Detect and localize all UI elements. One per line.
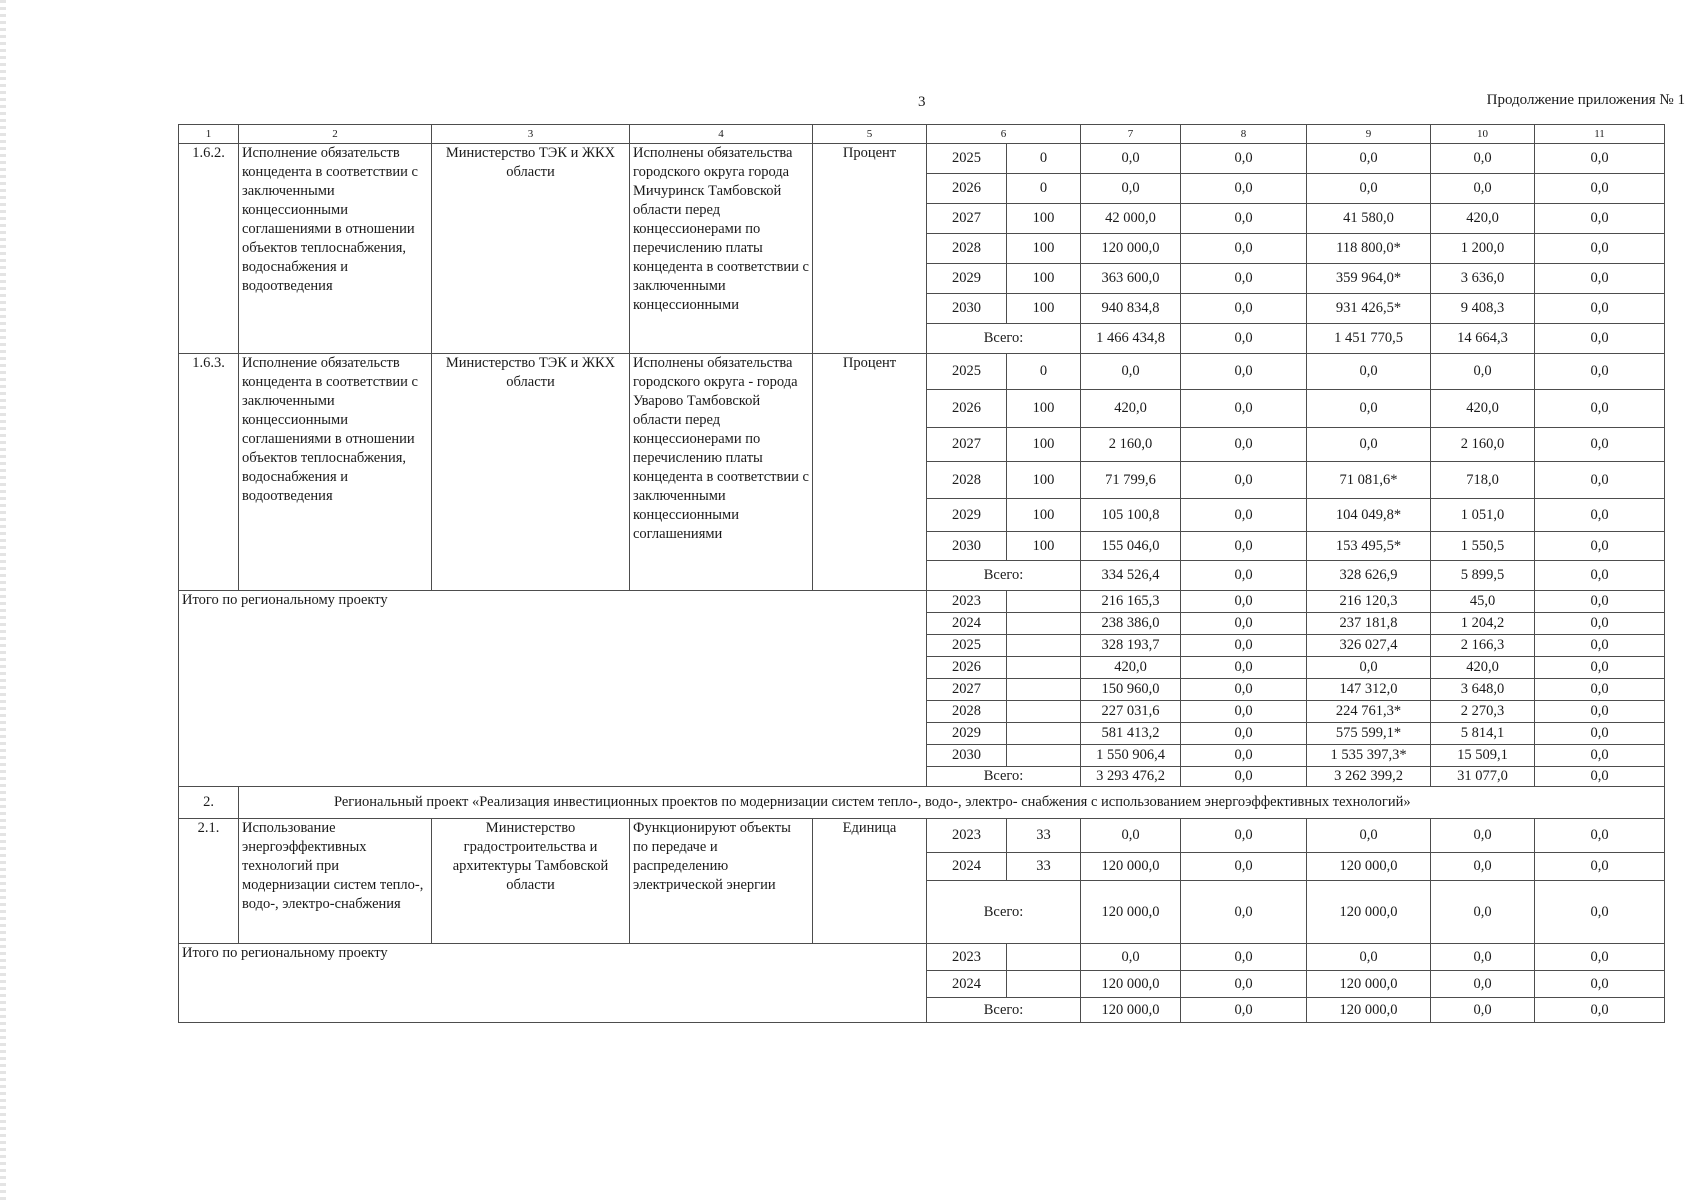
value-other: 0,0 (1535, 635, 1665, 657)
value-reg: 104 049,8* (1307, 499, 1431, 532)
year-cell: 2029 (927, 723, 1007, 745)
value-fed: 0,0 (1181, 745, 1307, 767)
value-other: 0,0 (1535, 701, 1665, 723)
value-reg: 120 000,0 (1307, 853, 1431, 881)
value-loc: 0,0 (1431, 881, 1535, 944)
value-other: 0,0 (1535, 657, 1665, 679)
year-cell: 2027 (927, 428, 1007, 462)
value-loc: 3 636,0 (1431, 264, 1535, 294)
item-result: Функционируют объекты по передаче и распределению электрической энергии (630, 819, 813, 944)
value-loc: 0,0 (1431, 944, 1535, 971)
value-fed: 0,0 (1181, 853, 1307, 881)
value-loc: 2 166,3 (1431, 635, 1535, 657)
value-other: 0,0 (1535, 354, 1665, 390)
item-unit: Процент (813, 354, 927, 591)
value-reg: 328 626,9 (1307, 561, 1431, 591)
year-cell: 2025 (927, 144, 1007, 174)
year-cell: 2023 (927, 591, 1007, 613)
empty-indicator (1007, 701, 1081, 723)
value-total: 420,0 (1081, 390, 1181, 428)
indicator-value: 100 (1007, 390, 1081, 428)
value-total: 363 600,0 (1081, 264, 1181, 294)
year-cell: 2030 (927, 745, 1007, 767)
value-fed: 0,0 (1181, 204, 1307, 234)
value-loc: 0,0 (1431, 354, 1535, 390)
value-fed: 0,0 (1181, 234, 1307, 264)
value-loc: 420,0 (1431, 390, 1535, 428)
value-reg: 0,0 (1307, 390, 1431, 428)
section-number: 2. (179, 787, 239, 819)
value-other: 0,0 (1535, 234, 1665, 264)
indicator-value: 100 (1007, 234, 1081, 264)
value-total: 420,0 (1081, 657, 1181, 679)
value-other: 0,0 (1535, 819, 1665, 853)
value-other: 0,0 (1535, 853, 1665, 881)
table-row (179, 819, 1665, 853)
value-other: 0,0 (1535, 264, 1665, 294)
value-reg: 120 000,0 (1307, 881, 1431, 944)
value-reg: 0,0 (1307, 428, 1431, 462)
value-total: 0,0 (1081, 174, 1181, 204)
value-loc: 1 051,0 (1431, 499, 1535, 532)
sum-label: Всего: (927, 881, 1081, 944)
itogo-label: Итого по региональному проекту (179, 944, 927, 1023)
value-loc: 0,0 (1431, 998, 1535, 1023)
item-number: 2.1. (179, 819, 239, 944)
sum-label: Всего: (927, 324, 1081, 354)
year-cell: 2026 (927, 657, 1007, 679)
item-name: Исполнение обязательств концедента в соответствии с заключенными концессионными соглашениями в отношении объектов теплоснабжения, водоснабжения и водоотведения (239, 354, 432, 591)
value-fed: 0,0 (1181, 174, 1307, 204)
item-executor: Министерство ТЭК и ЖКХ области (432, 144, 630, 354)
value-loc: 0,0 (1431, 971, 1535, 998)
value-fed: 0,0 (1181, 679, 1307, 701)
col-number: 1 (179, 125, 239, 144)
value-loc: 0,0 (1431, 853, 1535, 881)
value-fed: 0,0 (1181, 723, 1307, 745)
value-total: 150 960,0 (1081, 679, 1181, 701)
indicator-value: 100 (1007, 264, 1081, 294)
value-total: 328 193,7 (1081, 635, 1181, 657)
value-loc: 45,0 (1431, 591, 1535, 613)
value-total: 0,0 (1081, 819, 1181, 853)
year-cell: 2025 (927, 635, 1007, 657)
value-loc: 420,0 (1431, 657, 1535, 679)
col-number: 6 (927, 125, 1081, 144)
value-total: 71 799,6 (1081, 462, 1181, 499)
col-number: 5 (813, 125, 927, 144)
value-reg: 359 964,0* (1307, 264, 1431, 294)
value-reg: 216 120,3 (1307, 591, 1431, 613)
value-total: 120 000,0 (1081, 234, 1181, 264)
column-number-row (179, 125, 1665, 144)
value-fed: 0,0 (1181, 944, 1307, 971)
year-cell: 2026 (927, 174, 1007, 204)
value-total: 3 293 476,2 (1081, 767, 1181, 787)
indicator-value: 0 (1007, 354, 1081, 390)
empty-indicator (1007, 971, 1081, 998)
value-total: 238 386,0 (1081, 613, 1181, 635)
value-reg: 326 027,4 (1307, 635, 1431, 657)
year-cell: 2024 (927, 613, 1007, 635)
col-number: 11 (1535, 125, 1665, 144)
value-fed: 0,0 (1181, 462, 1307, 499)
value-loc: 0,0 (1431, 174, 1535, 204)
item-unit: Единица (813, 819, 927, 944)
indicator-value: 100 (1007, 428, 1081, 462)
year-cell: 2025 (927, 354, 1007, 390)
value-total: 227 031,6 (1081, 701, 1181, 723)
value-other: 0,0 (1535, 944, 1665, 971)
year-cell: 2023 (927, 944, 1007, 971)
empty-indicator (1007, 723, 1081, 745)
value-fed: 0,0 (1181, 264, 1307, 294)
value-other: 0,0 (1535, 881, 1665, 944)
item-executor: Министерство градостроительства и архитектуры Тамбовской области (432, 819, 630, 944)
value-fed: 0,0 (1181, 998, 1307, 1023)
sum-label: Всего: (927, 767, 1081, 787)
item-name: Использование энергоэффективных технологий при модернизации систем тепло-, водо-, электро-снабжения (239, 819, 432, 944)
value-loc: 1 204,2 (1431, 613, 1535, 635)
indicator-value: 100 (1007, 462, 1081, 499)
value-fed: 0,0 (1181, 591, 1307, 613)
indicator-value: 0 (1007, 174, 1081, 204)
indicator-value: 100 (1007, 499, 1081, 532)
value-total: 120 000,0 (1081, 998, 1181, 1023)
value-reg: 147 312,0 (1307, 679, 1431, 701)
value-loc: 5 814,1 (1431, 723, 1535, 745)
indicator-value: 33 (1007, 819, 1081, 853)
value-fed: 0,0 (1181, 354, 1307, 390)
value-fed: 0,0 (1181, 613, 1307, 635)
value-loc: 14 664,3 (1431, 324, 1535, 354)
value-other: 0,0 (1535, 767, 1665, 787)
value-other: 0,0 (1535, 745, 1665, 767)
value-reg: 0,0 (1307, 819, 1431, 853)
value-loc: 420,0 (1431, 204, 1535, 234)
value-reg: 224 761,3* (1307, 701, 1431, 723)
value-loc: 0,0 (1431, 819, 1535, 853)
value-total: 42 000,0 (1081, 204, 1181, 234)
value-reg: 41 580,0 (1307, 204, 1431, 234)
indicator-value: 33 (1007, 853, 1081, 881)
empty-indicator (1007, 657, 1081, 679)
value-total: 0,0 (1081, 944, 1181, 971)
table-body (179, 125, 1665, 1023)
value-reg: 118 800,0* (1307, 234, 1431, 264)
value-reg: 153 495,5* (1307, 532, 1431, 561)
year-cell: 2024 (927, 971, 1007, 998)
value-reg: 1 535 397,3* (1307, 745, 1431, 767)
table-row (179, 944, 1665, 971)
value-fed: 0,0 (1181, 971, 1307, 998)
value-reg: 931 426,5* (1307, 294, 1431, 324)
year-cell: 2030 (927, 294, 1007, 324)
value-other: 0,0 (1535, 144, 1665, 174)
value-total: 120 000,0 (1081, 881, 1181, 944)
year-cell: 2030 (927, 532, 1007, 561)
value-total: 105 100,8 (1081, 499, 1181, 532)
year-cell: 2027 (927, 679, 1007, 701)
year-cell: 2026 (927, 390, 1007, 428)
col-number: 10 (1431, 125, 1535, 144)
value-reg: 0,0 (1307, 944, 1431, 971)
value-other: 0,0 (1535, 591, 1665, 613)
empty-indicator (1007, 944, 1081, 971)
value-total: 0,0 (1081, 354, 1181, 390)
value-loc: 0,0 (1431, 144, 1535, 174)
item-unit: Процент (813, 144, 927, 354)
col-number: 3 (432, 125, 630, 144)
indicator-value: 0 (1007, 144, 1081, 174)
value-reg: 71 081,6* (1307, 462, 1431, 499)
value-total: 1 466 434,8 (1081, 324, 1181, 354)
col-number: 4 (630, 125, 813, 144)
item-name: Исполнение обязательств концедента в соответствии с заключенными концессионными соглашениями в отношении объектов теплоснабжения, водоснабжения и водоотведения (239, 144, 432, 354)
year-cell: 2028 (927, 701, 1007, 723)
value-fed: 0,0 (1181, 881, 1307, 944)
value-reg: 1 451 770,5 (1307, 324, 1431, 354)
value-fed: 0,0 (1181, 767, 1307, 787)
value-loc: 1 200,0 (1431, 234, 1535, 264)
value-other: 0,0 (1535, 462, 1665, 499)
value-fed: 0,0 (1181, 819, 1307, 853)
value-fed: 0,0 (1181, 499, 1307, 532)
value-reg: 0,0 (1307, 174, 1431, 204)
table-row (179, 591, 1665, 613)
table-row (179, 144, 1665, 174)
value-fed: 0,0 (1181, 561, 1307, 591)
value-other: 0,0 (1535, 499, 1665, 532)
value-total: 0,0 (1081, 144, 1181, 174)
value-loc: 2 270,3 (1431, 701, 1535, 723)
year-cell: 2028 (927, 462, 1007, 499)
value-total: 120 000,0 (1081, 971, 1181, 998)
value-loc: 5 899,5 (1431, 561, 1535, 591)
indicator-value: 100 (1007, 294, 1081, 324)
value-loc: 2 160,0 (1431, 428, 1535, 462)
item-number: 1.6.3. (179, 354, 239, 591)
itogo-label: Итого по региональному проекту (179, 591, 927, 787)
year-cell: 2023 (927, 819, 1007, 853)
item-number: 1.6.2. (179, 144, 239, 354)
col-number: 2 (239, 125, 432, 144)
col-number: 9 (1307, 125, 1431, 144)
value-other: 0,0 (1535, 998, 1665, 1023)
sum-label: Всего: (927, 998, 1081, 1023)
col-number: 8 (1181, 125, 1307, 144)
year-cell: 2029 (927, 264, 1007, 294)
value-other: 0,0 (1535, 532, 1665, 561)
value-reg: 575 599,1* (1307, 723, 1431, 745)
year-cell: 2028 (927, 234, 1007, 264)
value-other: 0,0 (1535, 723, 1665, 745)
value-fed: 0,0 (1181, 294, 1307, 324)
item-result: Исполнены обязательства городского округа - города Уварово Тамбовской области перед концессионерами по перечислению платы концедента в соответствии с заключенными концессионными соглашениями (630, 354, 813, 591)
value-other: 0,0 (1535, 174, 1665, 204)
value-total: 216 165,3 (1081, 591, 1181, 613)
continuation-label: Продолжение приложения № 1 (1486, 92, 1685, 108)
value-fed: 0,0 (1181, 390, 1307, 428)
value-loc: 9 408,3 (1431, 294, 1535, 324)
value-total: 581 413,2 (1081, 723, 1181, 745)
value-other: 0,0 (1535, 390, 1665, 428)
table-row (179, 787, 1665, 819)
value-loc: 718,0 (1431, 462, 1535, 499)
empty-indicator (1007, 591, 1081, 613)
indicator-value: 100 (1007, 204, 1081, 234)
item-executor: Министерство ТЭК и ЖКХ области (432, 354, 630, 591)
value-other: 0,0 (1535, 204, 1665, 234)
year-cell: 2027 (927, 204, 1007, 234)
item-result: Исполнены обязательства городского округа города Мичуринск Тамбовской области перед концессионерами по перечислению платы концедента в соответствии с заключенными концессионными (630, 144, 813, 354)
empty-indicator (1007, 613, 1081, 635)
value-fed: 0,0 (1181, 657, 1307, 679)
appendix-table (178, 124, 1665, 1023)
value-other: 0,0 (1535, 613, 1665, 635)
value-fed: 0,0 (1181, 701, 1307, 723)
value-reg: 0,0 (1307, 657, 1431, 679)
value-total: 155 046,0 (1081, 532, 1181, 561)
sum-label: Всего: (927, 561, 1081, 591)
value-total: 1 550 906,4 (1081, 745, 1181, 767)
table-row (179, 354, 1665, 390)
value-fed: 0,0 (1181, 532, 1307, 561)
value-total: 334 526,4 (1081, 561, 1181, 591)
value-other: 0,0 (1535, 561, 1665, 591)
value-total: 2 160,0 (1081, 428, 1181, 462)
page-number: 3 (918, 94, 926, 110)
value-reg: 120 000,0 (1307, 971, 1431, 998)
value-reg: 120 000,0 (1307, 998, 1431, 1023)
empty-indicator (1007, 635, 1081, 657)
col-number: 7 (1081, 125, 1181, 144)
value-reg: 237 181,8 (1307, 613, 1431, 635)
value-loc: 31 077,0 (1431, 767, 1535, 787)
value-loc: 3 648,0 (1431, 679, 1535, 701)
value-reg: 0,0 (1307, 144, 1431, 174)
section-title: Региональный проект «Реализация инвестиционных проектов по модернизации систем тепло-, водо-, электро- снабжения с использованием энергоэффективных технологий» (239, 787, 1665, 819)
value-total: 120 000,0 (1081, 853, 1181, 881)
value-fed: 0,0 (1181, 635, 1307, 657)
value-fed: 0,0 (1181, 428, 1307, 462)
value-other: 0,0 (1535, 324, 1665, 354)
year-cell: 2029 (927, 499, 1007, 532)
value-reg: 3 262 399,2 (1307, 767, 1431, 787)
scan-edge-artifact (0, 0, 6, 1200)
value-other: 0,0 (1535, 679, 1665, 701)
value-other: 0,0 (1535, 971, 1665, 998)
value-fed: 0,0 (1181, 324, 1307, 354)
value-loc: 15 509,1 (1431, 745, 1535, 767)
year-cell: 2024 (927, 853, 1007, 881)
value-fed: 0,0 (1181, 144, 1307, 174)
empty-indicator (1007, 745, 1081, 767)
value-reg: 0,0 (1307, 354, 1431, 390)
value-other: 0,0 (1535, 294, 1665, 324)
empty-indicator (1007, 679, 1081, 701)
value-total: 940 834,8 (1081, 294, 1181, 324)
value-other: 0,0 (1535, 428, 1665, 462)
indicator-value: 100 (1007, 532, 1081, 561)
value-loc: 1 550,5 (1431, 532, 1535, 561)
